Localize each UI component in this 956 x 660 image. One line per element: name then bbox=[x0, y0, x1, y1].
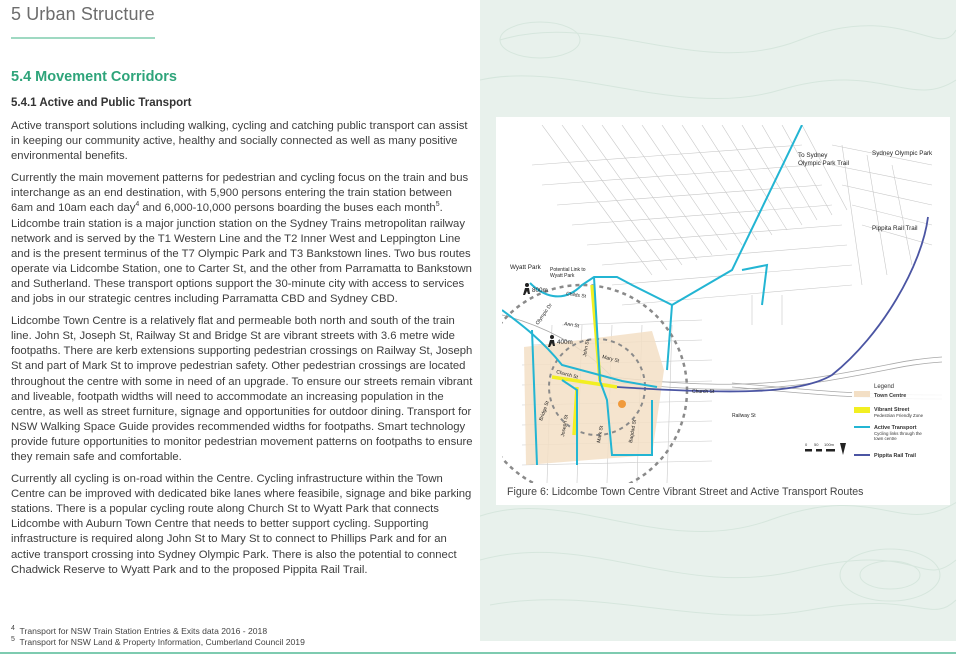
station-marker bbox=[618, 400, 626, 408]
map-label: Olympic Dr bbox=[534, 302, 554, 327]
legend-swatch bbox=[854, 407, 870, 413]
legend-title: Legend bbox=[874, 384, 895, 390]
lidcombe-map bbox=[502, 125, 942, 483]
paragraph: Currently all cycling is on-road within the Centre. Cycling infrastructure within the Town Centre can be improved with dedicated bike lanes where feasibile, signage and bike parking stations. There is a popular cycling route along Church St to Wyatt Park that connects Lidcombe with Auburn Town Centre that needs to better support cycling. Supporting infrastructure is required along John St to Mary St to connect to Phillips Park and for an active transport crossing into Sydney Olympic Park. There is also the potential to connect Chadwick Reserve to Wyatt Park and to the proposed Pippita Rail Trail. bbox=[11, 473, 472, 576]
footnote bbox=[11, 626, 305, 637]
map-label: Potential Link to bbox=[550, 267, 586, 273]
paragraph-text: Currently the main movement patterns for pedestrian and cycling focus on the train and bus interchange as an end destination, with 5,900 persons entering the train station between 6am and 10am each day bbox=[11, 172, 469, 215]
map-label: Joseph St bbox=[560, 414, 570, 438]
map-label: Church St bbox=[692, 389, 715, 395]
legend-sublabel: Cycling links through the bbox=[874, 431, 922, 436]
chapter-divider bbox=[11, 37, 155, 39]
chapter-title: 5 Urban Structure bbox=[11, 4, 155, 24]
map-label: Railway St bbox=[732, 413, 756, 419]
footnote-mark: 4 bbox=[11, 625, 15, 633]
paragraph: Lidcombe Town Centre is a relatively flat and permeable both north and south of the train line. John St, Joseph St, Railway St and Bridge St are vibrant streets with 3.6 metre wide footpaths. There are kerb extensions supporting pedestrian crossings on Railway St, Joseph St and part of Mark St to improve pedestrian safety. Other pedestrian crossings are located throughout the centre with some in need of an upgrade. To ensure our streets remain vibrant and liveable, footpath widths will need to accommodate an increasing population in the centre, as well as street furniture, signage and opportunities for outdoor dining. Transport for NSW Walking Space Guide provides recommended widths for footpaths. Smart technology provide future opportunities to monitor pedestrian movement patterns on footpaths to ensure they remain safe and comfortable. bbox=[11, 315, 473, 463]
legend-label: Pippita Rail Trail bbox=[874, 453, 916, 459]
map-label: To Sydney bbox=[798, 152, 828, 159]
map-label: Childs St bbox=[565, 291, 587, 300]
map-label: Church St bbox=[555, 369, 579, 381]
footnote-ref: 5 bbox=[435, 201, 440, 209]
scale-label: 50 bbox=[814, 442, 819, 447]
scale-label: 100m bbox=[824, 442, 835, 447]
section-heading: 5.4 Movement Corridors bbox=[11, 69, 177, 85]
legend-sublabel: Pedestrian Friendly Zone bbox=[874, 413, 924, 418]
footnote-ref: 4 bbox=[135, 201, 140, 209]
map-label: John St bbox=[582, 339, 591, 358]
map-label: Mark St bbox=[596, 425, 605, 444]
map-label: Olympic Park Trail bbox=[798, 160, 850, 167]
map-label: Wyatt Park bbox=[510, 264, 541, 271]
map-label: 400m bbox=[557, 339, 573, 346]
figure-caption: Figure 6: Lidcombe Town Centre Vibrant Street and Active Transport Routes bbox=[507, 486, 864, 498]
footnote-text: Transport for NSW Land & Property Information, Cumberland Council 2019 bbox=[19, 637, 305, 647]
map-label: 800m bbox=[532, 287, 548, 294]
figure-map bbox=[496, 117, 950, 505]
body-text bbox=[11, 119, 473, 585]
footnote-text: Transport for NSW Train Station Entries & Exits data 2016 - 2018 bbox=[19, 626, 268, 636]
map-label: Mary St bbox=[601, 354, 620, 365]
paragraph-text: and 6,000-10,000 persons boarding the buses each month bbox=[139, 202, 436, 215]
scale-label: 0 bbox=[805, 442, 808, 447]
map-label: Wyatt Park bbox=[550, 273, 575, 279]
paragraph bbox=[11, 171, 473, 307]
map-label: Bridge St bbox=[538, 400, 551, 422]
legend-sublabel: town centre bbox=[874, 436, 897, 441]
map-label: Pippita Rail Trail bbox=[872, 225, 918, 232]
subsection-heading: 5.4.1 Active and Public Transport bbox=[11, 97, 192, 109]
legend-label: Town Centre bbox=[874, 393, 907, 399]
legend-label: Vibrant Street bbox=[874, 407, 910, 413]
footer-rule bbox=[0, 652, 956, 654]
footnotes bbox=[11, 626, 305, 648]
footnote-mark: 5 bbox=[11, 636, 15, 644]
map-label: Sydney Olympic Park bbox=[872, 150, 933, 157]
legend-label: Active Transport bbox=[874, 425, 917, 431]
footnote bbox=[11, 637, 305, 648]
legend-swatch bbox=[854, 391, 870, 397]
map-label: Ann St bbox=[563, 321, 580, 330]
map-label: Bagdad St bbox=[628, 419, 639, 444]
paragraph: Active transport solutions including walking, cycling and catching public transport can assist in keeping our community active, healthy and socially connected as well as many positive environmental benefits. bbox=[11, 120, 468, 163]
paragraph-text: . Lidcombe train station is a major junction station on the Sydney Trains metropolitan railway network and is served by the T1 Western Line and the T2 Inner West and Leppington Line and is the present terminus of the T7 Olympic Park and T3 Bankstown lines. Two bus routes operate via Lidcombe Station, one to Carter St, and the other from Parramatta to Bankstown and Sutherland. These transport options support the 30-minute city with access to services and jobs in our strategic centres including Parramatta CBD and Sydney CBD. bbox=[11, 202, 472, 306]
